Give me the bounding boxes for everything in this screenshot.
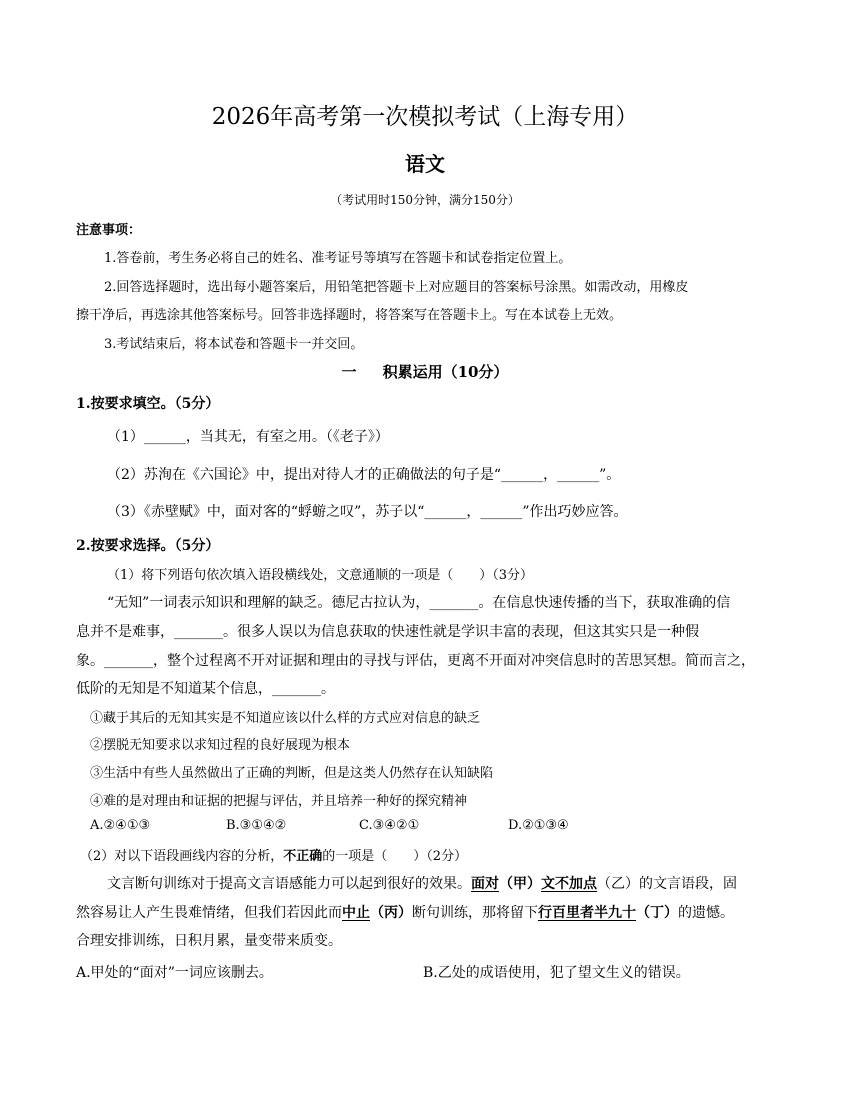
section-1-heading xyxy=(0,361,850,382)
q2-passage-line-2 xyxy=(76,902,734,922)
q2-choice-d: D.②①③④ xyxy=(508,818,569,833)
q2-answer-a: A.甲处的“面对”一词应该删去。 xyxy=(76,965,273,981)
section-1-title: 积累运用（10分） xyxy=(382,363,509,381)
notice-item-2-line-1: 2.回答选择题时，选出每小题答案后，用铅笔把答题卡上对应题目的答案标号涂黑。如需改动，用橡皮 xyxy=(104,280,689,295)
q2-choice-c: C.③④②① xyxy=(359,818,420,833)
exam-title: 2026年高考第一次模拟考试（上海专用） xyxy=(211,104,639,130)
q2-passage-line-3: 合理安排训练，日积月累，量变带来质变。 xyxy=(76,933,342,949)
exam-duration-note: （考试用时150分钟，满分150分） xyxy=(330,193,520,207)
underlined-phrase-yi: 文不加点 xyxy=(541,876,597,892)
passage-text: 文言断句训练对于提高文言语感能力可以起到很好的效果。 xyxy=(107,876,471,892)
notice-item-3: 3.考试结束后，将本试卷和答题卡一并交回。 xyxy=(104,337,364,352)
q1-sub1: （1）______，当其无，有室之用。（《老子》） xyxy=(107,429,389,445)
q2-paragraph-line-3: 象。_______，整个过程离不开对证据和理由的寻找与评估，更离不开面对冲突信息时的苦思冥想。简而言之， xyxy=(76,653,755,669)
q2-paragraph-line-2: 息并不是难事，_______。很多人误以为信息获取的快速性就是学识丰富的表现，但这其实只是一种假 xyxy=(76,624,699,640)
q2-option-4: ④难的是对理由和证据的把握与评估，并且培养一种好的探究精神 xyxy=(90,794,468,809)
notice-item-2-line-2: 擦干净后，再选涂其他答案标号。回答非选择题时，将答案写在答题卡上。写在本试卷上无效。 xyxy=(76,308,623,323)
q2-choice-a: A.②④①③ xyxy=(90,818,151,833)
q2-sub2-prompt xyxy=(80,845,467,864)
q2-sub2-prompt-emphasis: 不正确 xyxy=(283,849,323,864)
q1-sub2: （2）苏洵在《六国论》中，提出对待人才的正确做法的句子是“______，______”。 xyxy=(107,467,621,483)
q2-option-1: ①藏于其后的无知其实是不知道应该以什么样的方式应对信息的缺乏 xyxy=(90,711,481,726)
q2-sub2-prompt-post: 的一项是（ ）（2分） xyxy=(322,849,468,864)
q2-sub1-prompt: （1）将下列语句依次填入语段横线处，文意通顺的一项是（ ）（3分） xyxy=(107,568,534,583)
q2-choice-b: B.③①④② xyxy=(226,818,287,833)
passage-text: （乙）的文言语段，固 xyxy=(597,876,737,892)
q2-answer-b: B.乙处的成语使用，犯了望文生义的错误。 xyxy=(423,965,690,981)
passage-text: 断句训练，那将留下 xyxy=(412,905,538,921)
notice-heading: 注意事项： xyxy=(76,223,142,238)
q2-heading: 2.按要求选择。（5分） xyxy=(76,538,220,554)
marker-ding: （丁） xyxy=(636,905,678,921)
notice-item-1: 1.答卷前，考生务必将自己的姓名、准考证号等填写在答题卡和试卷指定位置上。 xyxy=(104,251,572,266)
marker-jia: （甲） xyxy=(499,876,541,892)
q1-sub3: （3）《赤壁赋》中，面对客的“蜉蝣之叹”，苏子以“______，______”作出巧妙应答。 xyxy=(107,504,628,520)
underlined-phrase-bing: 中止 xyxy=(342,905,370,921)
underlined-phrase-ding: 行百里者半九十 xyxy=(538,905,636,921)
q2-passage-line-1 xyxy=(107,873,737,893)
q2-paragraph-line-4: 低阶的无知是不知道某个信息，_______。 xyxy=(76,681,335,697)
subject-title: 语文 xyxy=(405,152,445,176)
underlined-phrase-jia: 面对 xyxy=(471,876,499,892)
marker-bing: （丙） xyxy=(370,905,412,921)
passage-text: 然容易让人产生畏难情绪，但我们若因此而 xyxy=(76,905,342,921)
section-1-number: 一 xyxy=(341,363,357,381)
q2-option-2: ②摆脱无知要求以求知过程的良好展现为根本 xyxy=(90,738,351,753)
passage-text: 的遗憾。 xyxy=(678,905,734,921)
q2-sub2-prompt-pre: （2）对以下语段画线内容的分析， xyxy=(80,849,284,864)
q2-option-3: ③生活中有些人虽然做出了正确的判断，但是这类人仍然存在认知缺陷 xyxy=(90,766,494,781)
q1-heading: 1.按要求填空。（5分） xyxy=(76,396,220,412)
q2-paragraph-line-1: “无知”一词表示知识和理解的缺乏。德尼古拉认为，_______。在信息快速传播的当下，获取准确的信 xyxy=(107,595,731,611)
